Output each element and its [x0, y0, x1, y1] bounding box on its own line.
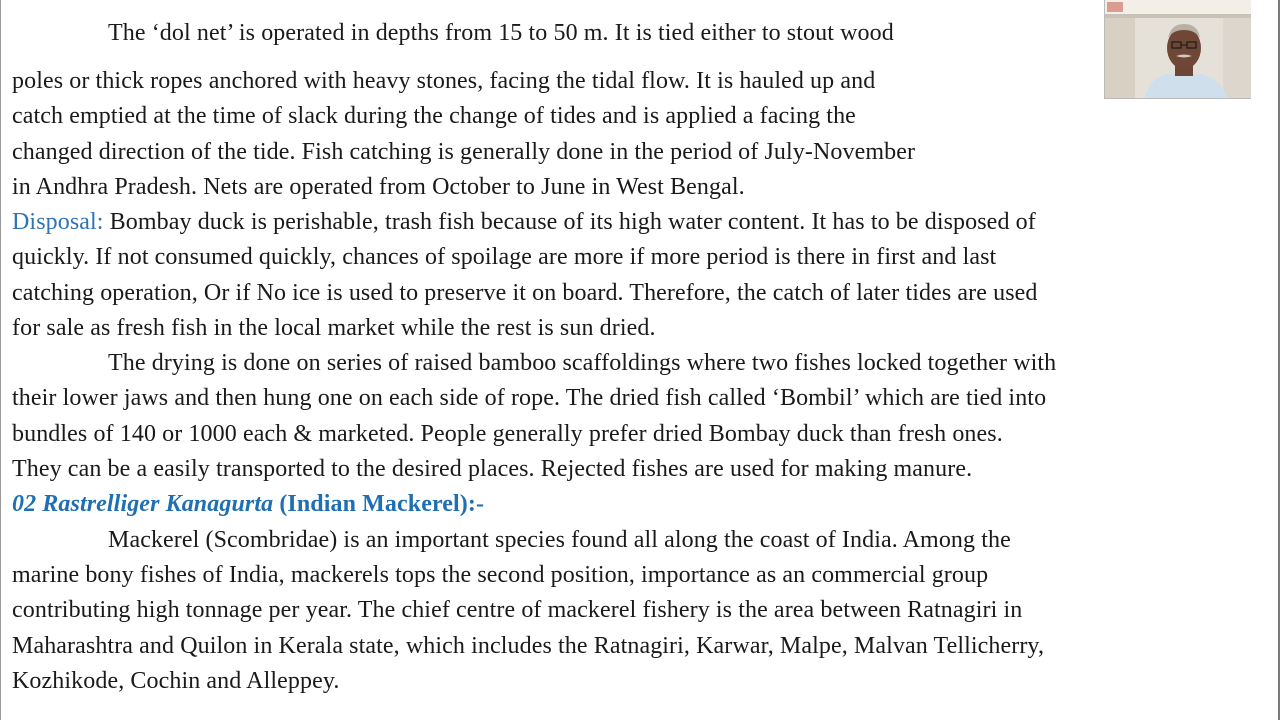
- paragraph-line: catching operation, Or if No ice is used to preserve it on board. Therefore, the catch of later tides are used: [12, 280, 1038, 306]
- paragraph-line: poles or thick ropes anchored with heavy stones, facing the tidal flow. It is hauled up and: [12, 68, 876, 94]
- paragraph-line: Mackerel (Scombridae) is an important species found all along the coast of India. Among the: [108, 527, 1011, 553]
- species-name: 02 Rastrelliger Kanagurta: [12, 491, 274, 517]
- disposal-label: Disposal:: [12, 209, 104, 235]
- paragraph-line: in Andhra Pradesh. Nets are operated from October to June in West Bengal.: [12, 174, 745, 200]
- left-border: [0, 0, 1, 720]
- paragraph-line: Kozhikode, Cochin and Alleppey.: [12, 668, 340, 694]
- paragraph-line: changed direction of the tide. Fish catching is generally done in the period of July-November: [12, 139, 916, 165]
- paragraph-line: quickly. If not consumed quickly, chances of spoilage are more if more period is there in first and last: [12, 244, 997, 270]
- presenter-webcam: [1104, 0, 1251, 99]
- paragraph-line: catch emptied at the time of slack during the change of tides and is applied a facing the: [12, 103, 856, 129]
- paragraph-line: contributing high tonnage per year. The chief centre of mackerel fishery is the area between Ratnagiri in: [12, 597, 1023, 623]
- paragraph-line: for sale as fresh fish in the local market while the rest is sun dried.: [12, 315, 656, 341]
- paragraph-line: bundles of 140 or 1000 each & marketed. People generally prefer dried Bombay duck than fresh ones.: [12, 421, 1003, 447]
- paragraph-line: marine bony fishes of India, mackerels tops the second position, importance as an commercial group: [12, 562, 989, 588]
- common-name: (Indian Mackerel):-: [273, 491, 485, 517]
- section-heading: [12, 487, 484, 522]
- paragraph-line: Maharashtra and Quilon in Kerala state, which includes the Ratnagiri, Karwar, Malpe, Malvan Tellicherry,: [12, 633, 1045, 659]
- paragraph-line: [12, 205, 1036, 240]
- paragraph-line: They can be a easily transported to the desired places. Rejected fishes are used for making manure.: [12, 456, 973, 482]
- paragraph-line: The drying is done on series of raised bamboo scaffoldings where two fishes locked together with: [108, 350, 1057, 376]
- presenter-video-frame: [1105, 0, 1251, 98]
- paragraph-line: their lower jaws and then hung one on each side of rope. The dried fish called ‘Bombil’ which are tied into: [12, 385, 1047, 411]
- paragraph-line: The ‘dol net’ is operated in depths from 15 to 50 m. It is tied either to stout wood: [108, 20, 894, 46]
- paragraph-text: Bombay duck is perishable, trash fish because of its high water content. It has to be disposed of: [103, 209, 1036, 235]
